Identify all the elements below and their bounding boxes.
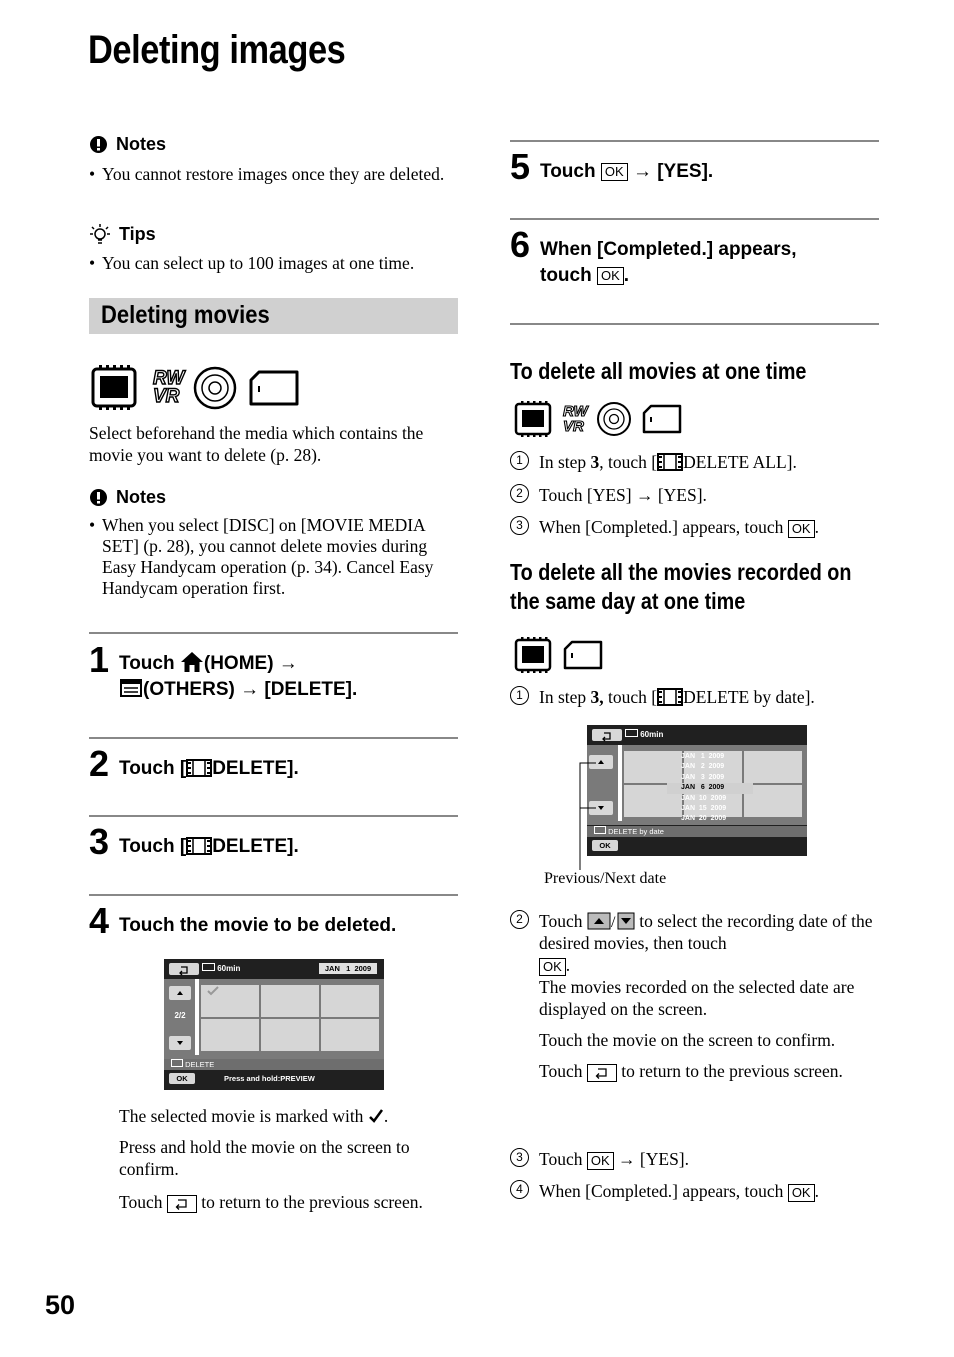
thumbnail[interactable] bbox=[261, 985, 319, 1017]
step-text: → [YES]. bbox=[632, 161, 714, 182]
page-number: 50 bbox=[45, 1290, 76, 1320]
item-text: DELETE by date]. bbox=[683, 687, 815, 707]
step-2-text bbox=[119, 756, 299, 782]
circled-number: 2 bbox=[510, 484, 529, 503]
media-icons bbox=[514, 400, 684, 443]
notes-heading-label: Notes bbox=[116, 487, 167, 507]
notes-heading bbox=[89, 134, 166, 155]
check-icon bbox=[368, 1108, 384, 1124]
step-number: 2 bbox=[89, 743, 110, 784]
date-item[interactable]: JAN 10 2009 bbox=[681, 794, 727, 802]
step-text: (OTHERS) → [DELETE]. bbox=[143, 679, 358, 700]
delete-by-date-heading: To delete all the movies recorded on bbox=[510, 559, 852, 585]
notes-heading bbox=[89, 487, 166, 508]
item-text: → [YES]. bbox=[618, 1149, 690, 1169]
step-text: Touch [ bbox=[119, 836, 187, 857]
step-text: Touch bbox=[119, 653, 175, 674]
thumbnail[interactable] bbox=[201, 985, 259, 1017]
item-text: to return to the previous screen. bbox=[621, 1061, 843, 1081]
date-item[interactable]: JAN 2 2009 bbox=[681, 763, 725, 771]
svg-text:RW: RW bbox=[563, 403, 588, 420]
return-button[interactable] bbox=[592, 729, 622, 741]
note-text: The selected movie is marked with bbox=[119, 1106, 364, 1126]
step-text: DELETE]. bbox=[212, 836, 299, 857]
media-icons bbox=[91, 364, 311, 417]
circled-number: 4 bbox=[510, 1180, 529, 1199]
step-4-text: Touch the movie to be deleted. bbox=[119, 915, 397, 936]
preview-note: Press and hold the movie on the screen to confirm. bbox=[119, 1137, 410, 1179]
step-3-text bbox=[119, 834, 299, 860]
page-title: Deleting images bbox=[88, 28, 346, 72]
intro-text: Select beforehand the media which contains the movie you want to delete (p. 28). bbox=[89, 423, 424, 465]
internal-memory-icon bbox=[516, 401, 550, 437]
divider bbox=[510, 323, 879, 325]
tips-heading bbox=[89, 223, 156, 245]
step-1-text bbox=[119, 651, 459, 703]
ok-button[interactable]: OK bbox=[169, 1073, 195, 1084]
step-text: When [Completed.] appears, bbox=[540, 239, 797, 260]
return-icon bbox=[588, 1065, 616, 1081]
svg-text:/: / bbox=[610, 914, 616, 930]
memory-card-icon bbox=[644, 406, 680, 432]
lightbulb-icon bbox=[89, 223, 111, 245]
check-icon bbox=[206, 985, 220, 997]
item-text: In step bbox=[539, 452, 587, 472]
mode-text: DELETE by date bbox=[608, 827, 664, 836]
list-item: 3 When [Completed.] appears, touch OK . bbox=[510, 516, 882, 538]
list-item bbox=[510, 451, 880, 473]
step-number: 4 bbox=[89, 900, 110, 941]
divider bbox=[89, 632, 458, 634]
check-mark-note: The selected movie is marked with . bbox=[119, 1106, 389, 1126]
circled-number: 2 bbox=[510, 910, 529, 929]
svg-text:VR: VR bbox=[563, 418, 584, 435]
section-title: Deleting movies bbox=[101, 301, 270, 329]
list-item: • When you select [DISC] on [MOVIE MEDIA SET] (p. 28), you cannot delete movies during Easy Handycam operation (p. 34). Cancel Easy Handycam operation first. bbox=[89, 515, 461, 599]
step-text: . bbox=[623, 265, 630, 286]
list-item: 2 Touch / to select the recording date of the desired movies, then touch OK . The movies recorded on the selected date are displayed on the screen. Touch the movie on the screen to confirm. Touch to return to the previous screen. bbox=[510, 910, 882, 1082]
circled-number: 3 bbox=[510, 516, 529, 535]
memory-card-icon bbox=[251, 372, 297, 404]
item-text: When [Completed.] appears, touch bbox=[539, 517, 784, 537]
list-item: 4 When [Completed.] appears, touch OK . bbox=[510, 1180, 882, 1202]
preview-hint: Press and hold:PREVIEW bbox=[224, 1074, 315, 1083]
ok-button[interactable]: OK bbox=[592, 840, 618, 851]
memory-card-icon bbox=[565, 642, 601, 668]
scrollbar[interactable] bbox=[195, 979, 199, 1055]
circled-number: 3 bbox=[510, 1148, 529, 1167]
step-number: 5 bbox=[510, 146, 531, 187]
film-icon bbox=[657, 453, 683, 471]
film-icon bbox=[186, 759, 212, 777]
dvd-rw-vr-icon bbox=[563, 403, 630, 435]
lcd-screen-delete bbox=[164, 959, 384, 1090]
return-button-icon bbox=[587, 1064, 617, 1082]
item-text: to select the recording date of the desired movies, then touch bbox=[539, 911, 873, 953]
date-display: JAN 1 2009 bbox=[319, 963, 377, 974]
circled-number: 1 bbox=[510, 451, 529, 470]
down-arrow-icon bbox=[169, 1036, 191, 1050]
item-text: 3 bbox=[590, 452, 600, 472]
delete-all-heading: To delete all movies at one time bbox=[510, 358, 807, 384]
return-button-icon bbox=[167, 1195, 197, 1213]
date-item[interactable]: JAN 1 2009 bbox=[681, 753, 725, 760]
step-text: Touch bbox=[540, 161, 596, 182]
note-text: to return to the previous screen. bbox=[201, 1192, 423, 1212]
return-icon bbox=[168, 1196, 196, 1212]
battery-icon bbox=[202, 963, 215, 971]
time-text: 60min bbox=[640, 730, 664, 739]
step-text: touch bbox=[540, 265, 592, 286]
step-text: DELETE]. bbox=[212, 758, 299, 779]
thumbnail-grid bbox=[201, 985, 379, 1053]
item-text: 3, bbox=[590, 687, 604, 707]
thumbnail[interactable] bbox=[624, 751, 682, 783]
film-icon bbox=[657, 688, 683, 706]
ok-button-icon: OK bbox=[601, 163, 628, 181]
delete-by-date-heading-line2: the same day at one time bbox=[510, 588, 746, 614]
step-text: Touch [ bbox=[119, 758, 187, 779]
item-text: touch [ bbox=[608, 687, 658, 707]
home-icon bbox=[180, 651, 204, 673]
up-arrow-icon bbox=[169, 986, 191, 1000]
divider bbox=[89, 737, 458, 739]
item-text: In step bbox=[539, 687, 587, 707]
item-text: The movies recorded on the selected date are displayed on the screen. bbox=[539, 977, 855, 1019]
list-item bbox=[510, 484, 880, 506]
divider bbox=[510, 218, 879, 220]
thumbnail[interactable] bbox=[261, 1019, 319, 1051]
remaining-time bbox=[625, 729, 663, 741]
mode-text: DELETE bbox=[185, 1060, 215, 1069]
page-indicator: 2/2 bbox=[174, 1011, 186, 1020]
battery-icon bbox=[625, 729, 638, 737]
ok-button-icon: OK bbox=[788, 1184, 815, 1202]
ok-button-icon: OK bbox=[788, 520, 815, 538]
list-item bbox=[510, 686, 882, 708]
step-6-text bbox=[540, 237, 880, 289]
scroll-up-button[interactable] bbox=[169, 986, 191, 1000]
list-item bbox=[510, 1148, 882, 1170]
divider bbox=[510, 140, 879, 142]
item-text: Touch bbox=[539, 1149, 583, 1169]
step-text: (HOME) → bbox=[203, 653, 298, 674]
dvd-rw-vr-icon bbox=[153, 368, 235, 408]
item-text: , touch [ bbox=[599, 452, 658, 472]
internal-memory-icon bbox=[93, 365, 135, 410]
return-note bbox=[539, 1060, 874, 1082]
item-text: Touch the movie on the screen to confirm. bbox=[539, 1030, 836, 1050]
note-text: When you select [DISC] on [MOVIE MEDIA SET] (p. 28), you cannot delete movies during Easy Handycam operation (p. 34). Cancel Easy Handycam operation first. bbox=[102, 515, 434, 598]
date-item[interactable]: JAN 15 2009 bbox=[681, 805, 727, 813]
circled-number: 1 bbox=[510, 686, 529, 705]
mode-label bbox=[587, 826, 807, 837]
up-down-buttons-icon bbox=[587, 912, 635, 930]
callout-line bbox=[570, 755, 600, 875]
internal-memory-icon bbox=[516, 637, 550, 673]
list-item: • You cannot restore images once they are deleted. bbox=[89, 164, 445, 184]
lcd-screen-delete-by-date bbox=[587, 725, 807, 856]
item-text: Touch bbox=[539, 911, 583, 931]
callout-caption: Previous/Next date bbox=[544, 870, 667, 887]
step-number: 1 bbox=[89, 639, 110, 680]
step-5-text bbox=[540, 159, 713, 185]
media-icons bbox=[514, 636, 606, 679]
item-text: Touch bbox=[539, 1061, 583, 1081]
note-text: You cannot restore images once they are deleted. bbox=[102, 164, 445, 184]
divider bbox=[89, 894, 458, 896]
remaining-time bbox=[202, 963, 240, 975]
item-text: DELETE ALL]. bbox=[683, 452, 797, 472]
thumbnail[interactable] bbox=[744, 751, 802, 783]
date-list bbox=[681, 752, 739, 825]
others-icon bbox=[119, 678, 143, 698]
step-number: 3 bbox=[89, 821, 110, 862]
scroll-down-button[interactable] bbox=[169, 1036, 191, 1050]
ok-button-icon: OK bbox=[587, 1152, 614, 1170]
date-item[interactable]: JAN 20 2009 bbox=[681, 815, 727, 823]
item-text: Touch [YES] → [YES]. bbox=[539, 485, 707, 505]
return-icon bbox=[592, 730, 622, 742]
ok-button-icon: OK bbox=[597, 267, 624, 285]
return-button[interactable] bbox=[169, 963, 199, 975]
thumbnail[interactable] bbox=[321, 1019, 379, 1051]
date-item-selected[interactable]: JAN 6 2009 bbox=[667, 783, 753, 793]
ok-button-icon: OK bbox=[539, 958, 566, 976]
notes-heading-label: Notes bbox=[116, 134, 167, 154]
list-item: • You can select up to 100 images at one time. bbox=[89, 253, 415, 273]
scrollbar[interactable] bbox=[618, 745, 622, 821]
section-heading bbox=[89, 298, 458, 334]
return-note bbox=[119, 1191, 459, 1213]
time-text: 60min bbox=[217, 964, 241, 973]
note-text: Touch bbox=[119, 1192, 163, 1212]
mode-label bbox=[164, 1059, 384, 1070]
thumbnail[interactable] bbox=[321, 985, 379, 1017]
svg-text:VR: VR bbox=[153, 386, 180, 407]
film-icon bbox=[171, 1059, 183, 1067]
film-icon bbox=[186, 837, 212, 855]
thumbnail[interactable] bbox=[201, 1019, 259, 1051]
notes-icon bbox=[89, 488, 108, 507]
svg-text:RW: RW bbox=[153, 368, 185, 389]
step-number: 6 bbox=[510, 224, 531, 265]
return-icon bbox=[169, 964, 199, 976]
tips-heading-label: Tips bbox=[119, 223, 156, 244]
notes-icon bbox=[89, 135, 108, 154]
tip-text: You can select up to 100 images at one time. bbox=[102, 253, 415, 273]
divider bbox=[89, 815, 458, 817]
item-text: When [Completed.] appears, touch bbox=[539, 1181, 784, 1201]
date-item[interactable]: JAN 3 2009 bbox=[681, 773, 725, 781]
